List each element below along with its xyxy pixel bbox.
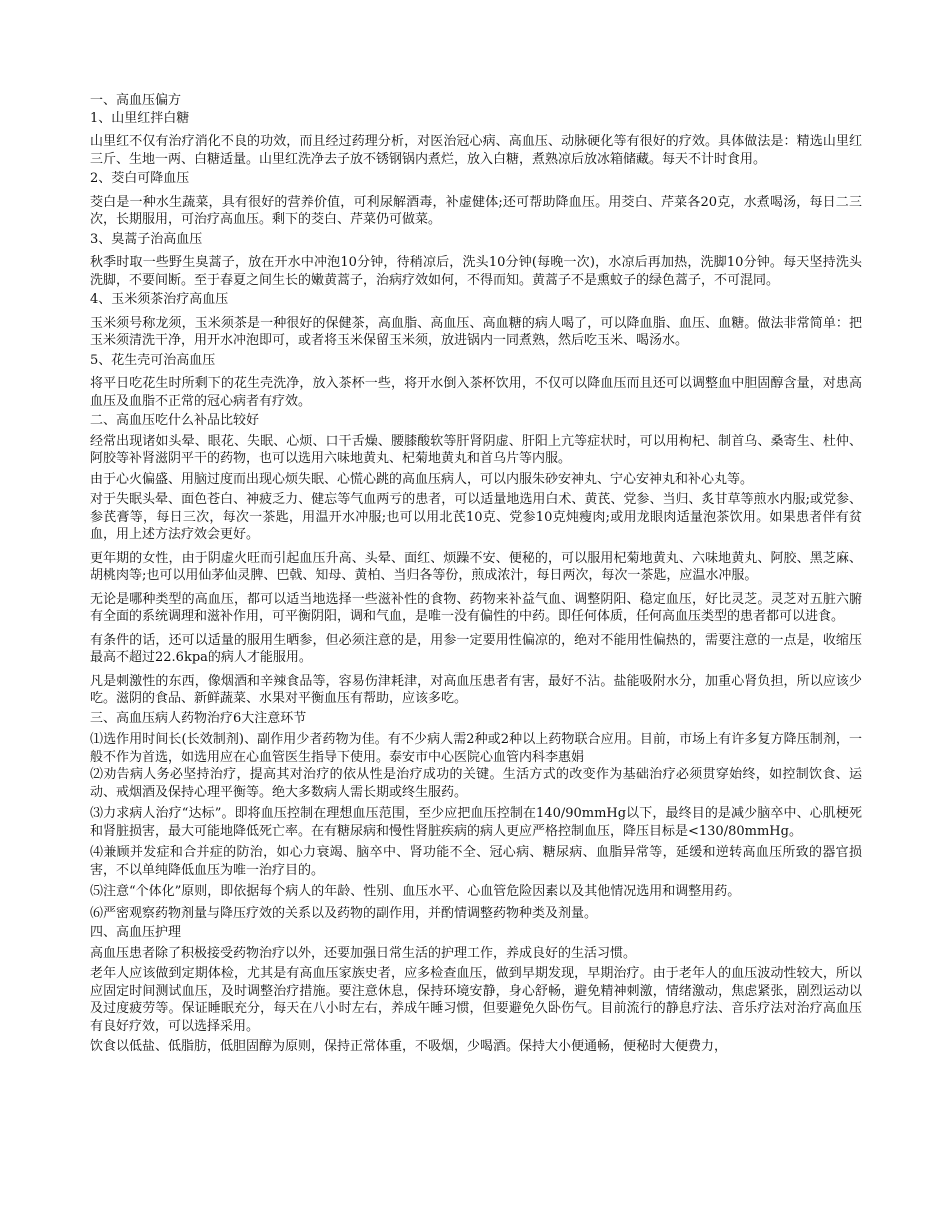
paragraph: 将平日吃花生时所剩下的花生壳洗净，放入茶杯一些，将开水倒入茶杯饮用，不仅可以降血压而且还可以调整血中胆固醇含量，对患高血压及血脂不正常的冠心病者有疗效。	[90, 376, 862, 409]
paragraph: ⑷兼顾并发症和合并症的防治，如心力衰竭、脑卒中、肾功能不全、冠心病、糖尿病、血脂异常等，延缓和逆转高血压所致的器官损害，不以单纯降低血压为唯一治疗目的。	[90, 845, 862, 878]
paragraph: 由于心火偏盛、用脑过度而出现心烦失眠、心慌心跳的高血压病人，可以内服朱砂安神丸、宁心安神丸和补心丸等。	[90, 471, 754, 487]
paragraph: ⑵劝告病人务必坚持治疗，提高其对治疗的依从性是治疗成功的关键。生活方式的改变作为基础治疗必须贯穿始终，如控制饮食、运动、戒烟酒及保持心理平衡等。绝大多数病人需长期或终生服药。	[90, 767, 862, 800]
paragraph: 无论是哪种类型的高血压，都可以适当地选择一些滋补性的食物、药物来补益气血、调整阴阳、稳定血压，好比灵芝。灵芝对五脏六腑有全面的系统调理和滋补作用，可平衡阴阳，调和气血，是唯一没有偏性的中药。即任何体质，任何高血压类型的患者都可以进食。	[90, 591, 862, 624]
paragraph: 玉米须号称龙须，玉米须茶是一种很好的保健茶，高血脂、高血压、高血糖的病人喝了，可以降血脂、血压、血糖。做法非常简单：把玉米须清洗干净，用开水冲泡即可，或者将玉米保留玉米须，放进锅内一同煮熟，然后吃玉米、喝汤水。	[90, 315, 862, 348]
section-title: 三、高血压病人药物治疗6大注意环节	[90, 710, 307, 726]
paragraph: ⑴选作用时间长(长效制剂)、副作用少者药物为佳。有不少病人需2种或2种以上药物联合应用。目前，市场上有许多复方降压制剂，一般不作为首选，如选用应在心血管医生指导下使用。泰安市中心医院心血管内科李惠娟	[90, 732, 862, 765]
document-body	[90, 92, 862, 1056]
item-heading: 3、臭蒿子治高血压	[90, 231, 203, 247]
paragraph: 有条件的话，还可以适量的服用生晒参，但必须注意的是，用参一定要用性偏凉的，绝对不能用性偏热的，需要注意的一点是，收缩压最高不超过22.6kpa的病人才能服用。	[90, 632, 862, 665]
paragraph: 凡是刺激性的东西，像烟酒和辛辣食品等，容易伤津耗津，对高血压患者有害，最好不沾。盐能吸附水分，加重心肾负担，所以应该少吃。滋阴的食品、新鲜蔬菜、水果对平衡血压有帮助，应该多吃。	[90, 673, 862, 706]
paragraph: 饮食以低盐、低脂肪，低胆固醇为原则，保持正常体重，不吸烟，少喝酒。保持大小便通畅，便秘时大便费力，	[90, 1039, 728, 1054]
paragraph: ⑶力求病人治疗“达标”。即将血压控制在理想血压范围，至少应把血压控制在140/90mmHg以下，最终目的是减少脑卒中、心肌梗死和肾脏损害，最大可能地降低死亡率。在有糖尿病和慢性肾脏疾病的病人更应严格控制血压，降压目标是<130/80mmHg。	[90, 806, 862, 839]
paragraph: 对于失眠头晕、面色苍白、神疲乏力、健忘等气血两亏的患者，可以适量地选用白术、黄芪、党参、当归、炙甘草等煎水内服;或党参、参芪膏等，每日三次，每次一茶匙，用温开水冲服;也可以用北芪10克、党参10克炖瘦肉;或用龙眼肉适量泡茶饮用。如果患者伴有贫血，用上述方法疗效会更好。	[90, 492, 862, 542]
paragraph: ⑹严密观察药物剂量与降压疗效的关系以及药物的副作用，并酌情调整药物种类及剂量。	[90, 905, 598, 921]
paragraph: 山里红不仅有治疗消化不良的功效，而且经过药理分析，对医治冠心病、高血压、动脉硬化等有很好的疗效。具体做法是：精选山里红三斤、生地一两、白糖适量。山里红洗净去子放不锈钢锅内煮烂，放入白糖，煮熟凉后放冰箱储藏。每天不计时食用。	[90, 134, 862, 167]
item-heading: 4、玉米须茶治疗高血压	[90, 292, 229, 307]
item-heading: 2、茭白可降血压	[90, 171, 190, 186]
section-title: 一、高血压偏方	[90, 93, 182, 108]
paragraph: 更年期的女性，由于阴虚火旺而引起血压升高、头晕、面红、烦躁不安、便秘的，可以服用杞菊地黄丸、六味地黄丸、阿胶、黑芝麻、胡桃肉等;也可以用仙茅仙灵脾、巴戟、知母、黄柏、当归各等份，煎成浓汁，每日两次，每次一茶匙，应温水冲服。	[90, 550, 862, 583]
section-title: 四、高血压护理	[90, 925, 182, 940]
item-heading: 5、花生壳可治高血压	[90, 352, 216, 368]
paragraph: 高血压患者除了积极接受药物治疗以外，还要加强日常生活的护理工作，养成良好的生活习惯。	[90, 945, 637, 961]
paragraph: 经常出现诸如头晕、眼花、失眠、心烦、口干舌燥、腰膝酸软等肝肾阴虚、肝阳上亢等症状时，可以用枸杞、制首乌、桑寄生、杜仲、阿胶等补肾滋阴平干的药物，也可以选用六味地黄丸、杞菊地黄丸和首乌片等内服。	[90, 433, 862, 466]
paragraph: 秋季时取一些野生臭蒿子，放在开水中冲泡10分钟，待稍凉后，洗头10分钟(每晚一次)，水凉后再加热，洗脚10分钟。每天坚持洗头洗脚，不要间断。至于春夏之间生长的嫩黄蒿子，治病疗效如何，不得而知。黄蒿子不是熏蚊子的绿色蒿子，不可混同。	[90, 255, 862, 288]
item-heading: 1、山里红拌白糖	[90, 110, 190, 126]
paragraph: ⑸注意“个体化”原则，即依据每个病人的年龄、性别、血压水平、心血管危险因素以及其他情况选用和调整用药。	[90, 884, 741, 899]
paragraph: 茭白是一种水生蔬菜，具有很好的营养价值，可利尿解酒毒，补虚健体;还可帮助降血压。用茭白、芹菜各20克，水煮喝汤，每日二三次，长期服用，可治疗高血压。剩下的茭白、芹菜仍可做菜。	[90, 194, 862, 227]
paragraph: 老年人应该做到定期体检，尤其是有高血压家族史者，应多检查血压，做到早期发现，早期治疗。由于老年人的血压波动性较大，所以应固定时间测试血压，及时调整治疗措施。要注意休息，保持环境安静，身心舒畅，避免精神刺激，情绪激动，焦虑紧张，剧烈运动以及过度疲劳等。保证睡眠充分，每天在八小时左右，养成午睡习惯，但要避免久卧伤气。目前流行的静息疗法、音乐疗法对治疗高血压有良好疗效，可以选择采用。	[90, 966, 862, 1034]
section-title: 二、高血压吃什么补品比较好	[90, 413, 260, 428]
